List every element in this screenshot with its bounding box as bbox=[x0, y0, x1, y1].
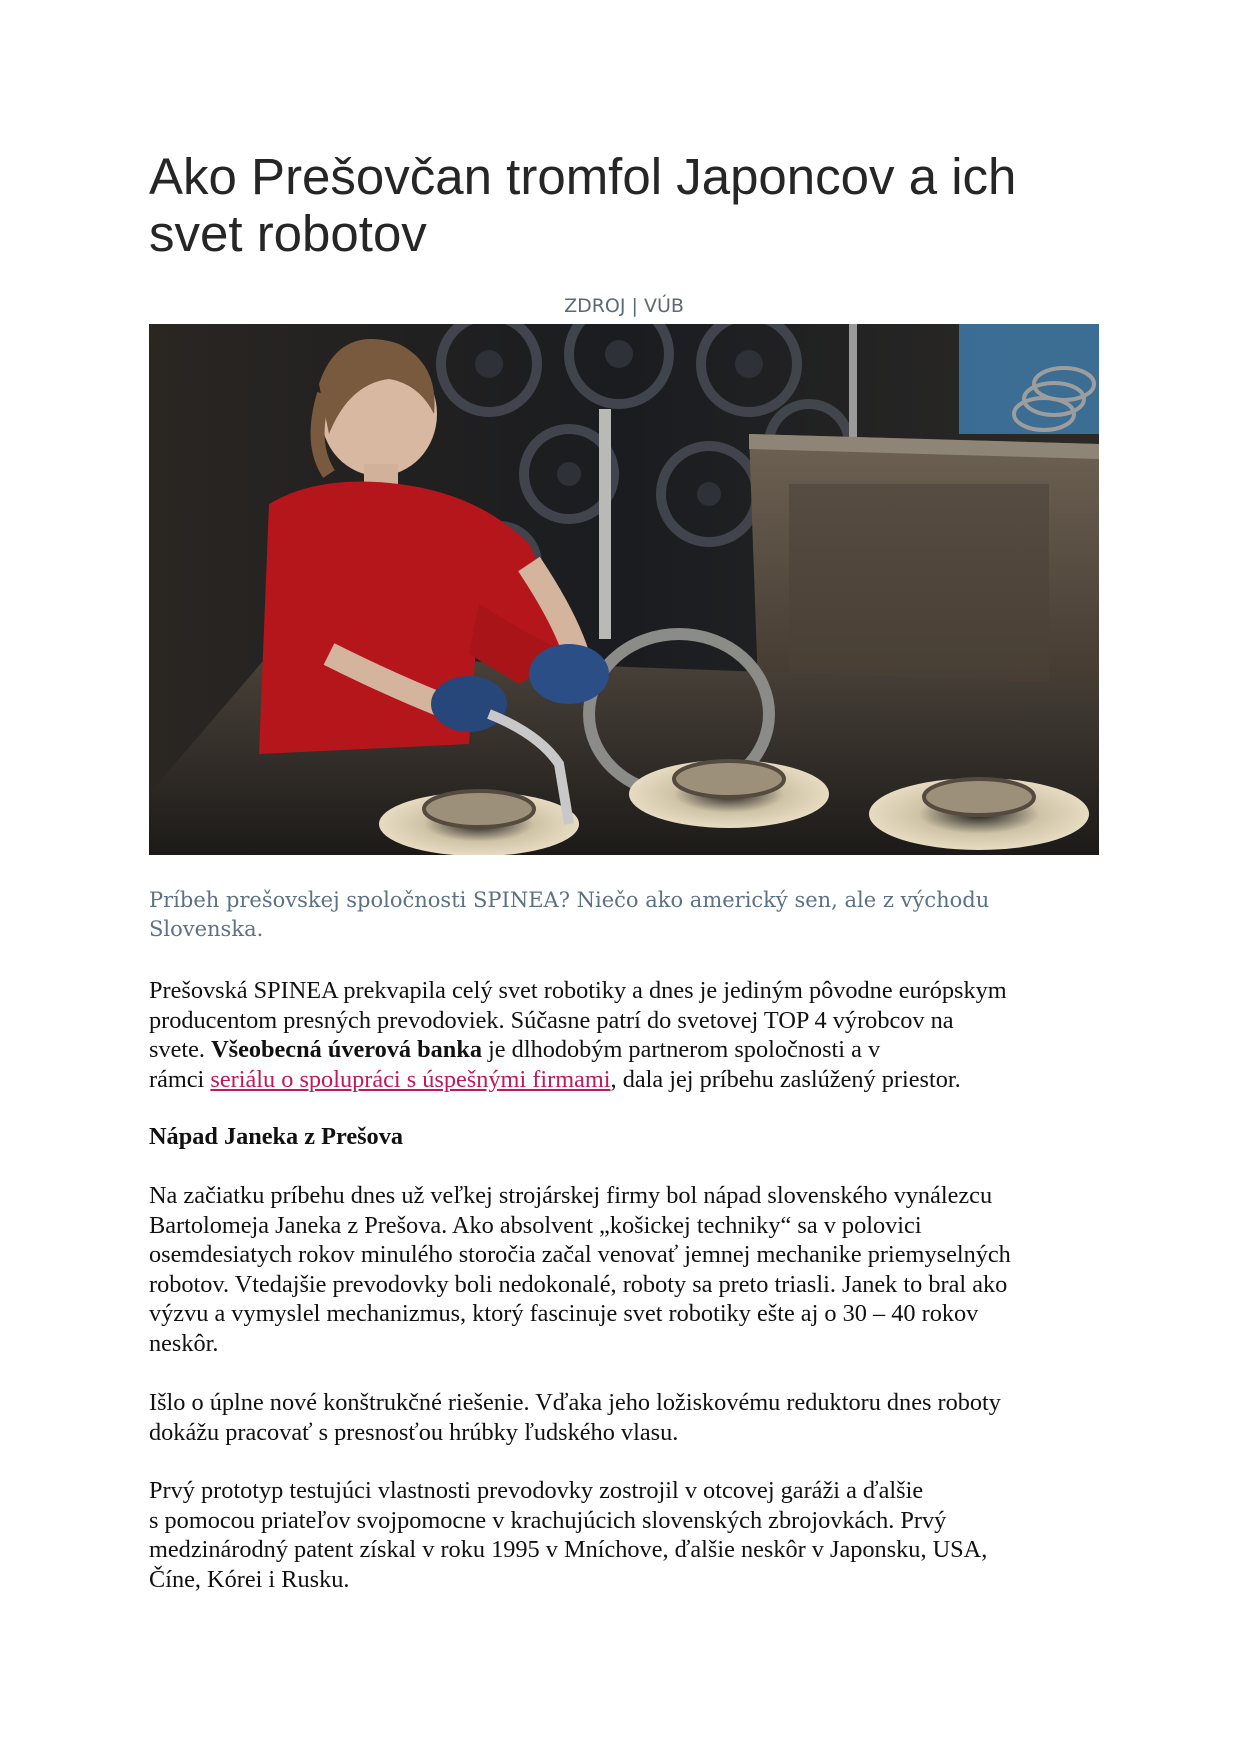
p1-line-3-pre: svete. bbox=[149, 1036, 212, 1063]
source-credit: ZDROJ | VÚB bbox=[564, 295, 684, 317]
factory-worker-illustration bbox=[149, 324, 1099, 855]
p4-line: s pomocou priateľov svojpomocne v krachujúcich slovenských zbrojovkách. Prvý bbox=[149, 1506, 947, 1534]
p3-line: dokážu pracovať s presnosťou hrúbky ľudského vlasu. bbox=[149, 1418, 679, 1446]
p2-line: robotov. Vtedajšie prevodovky boli nedokonalé, roboty sa preto triasli. Janek to bral ako bbox=[149, 1270, 1008, 1298]
p1-line-4-pre: rámci bbox=[149, 1065, 211, 1093]
paragraph-origin bbox=[149, 1181, 1099, 1358]
lead-line-2: Slovenska. bbox=[149, 917, 264, 941]
p4-line: Číne, Kórei i Rusku. bbox=[149, 1565, 350, 1593]
p2-line: Bartolomeja Janeka z Prešova. Ako absolvent „košickej techniky“ sa v polovici bbox=[149, 1211, 922, 1239]
section-heading: Nápad Janeka z Prešova bbox=[149, 1123, 404, 1150]
p1-line-4-post: , dala jej príbehu zaslúžený priestor. bbox=[610, 1065, 961, 1093]
hero-photo bbox=[149, 324, 1099, 855]
article-title bbox=[149, 148, 1099, 262]
p1-line-2: producentom presných prevodoviek. Súčasne patrí do svetovej TOP 4 výrobcov na bbox=[149, 1006, 954, 1034]
p2-line: výzvu a vymyslel mechanizmus, ktorý fascinuje svet robotiky ešte aj o 30 – 40 rokov bbox=[149, 1300, 979, 1327]
p2-line: Na začiatku príbehu dnes už veľkej strojárskej firmy bol nápad slovenského vynálezcu bbox=[149, 1182, 993, 1209]
paragraph-solution bbox=[149, 1388, 1099, 1447]
p4-line: Prvý prototyp testujúci vlastnosti prevodovky zostrojil v otcovej garáži a ďalšie bbox=[149, 1477, 924, 1504]
article-lead bbox=[149, 886, 1099, 944]
p2-line: osemdesiatych rokov minulého storočia začal venovať jemnej mechanike priemyselných bbox=[149, 1241, 1011, 1268]
bank-name: Všeobecná úverová banka bbox=[211, 1036, 482, 1063]
series-link[interactable]: seriálu o spolupráci s úspešnými firmami bbox=[210, 1065, 611, 1093]
p3-line: Išlo o úplne nové konštrukčné riešenie. Vďaka jeho ložiskovému reduktoru dnes roboty bbox=[149, 1389, 1001, 1416]
article-title-line-2: svet robotov bbox=[149, 205, 427, 262]
p2-line: neskôr. bbox=[149, 1329, 219, 1357]
p4-line: medzinárodný patent získal v roku 1995 v Mníchove, ďalšie neskôr v Japonsku, USA, bbox=[149, 1536, 988, 1563]
p1-line-1: Prešovská SPINEA prekvapila celý svet robotiky a dnes je jediným pôvodne európskym bbox=[149, 977, 1007, 1004]
article-title-line-1: Ako Prešovčan tromfol Japoncov a ich bbox=[149, 148, 1017, 205]
p1-line-3-post: je dlhodobým partnerom spoločnosti a v bbox=[481, 1036, 881, 1063]
lead-line-1: Príbeh prešovskej spoločnosti SPINEA? Niečo ako americký sen, ale z východu bbox=[149, 888, 990, 912]
paragraph-intro bbox=[149, 976, 1099, 1094]
paragraph-prototype bbox=[149, 1476, 1099, 1594]
